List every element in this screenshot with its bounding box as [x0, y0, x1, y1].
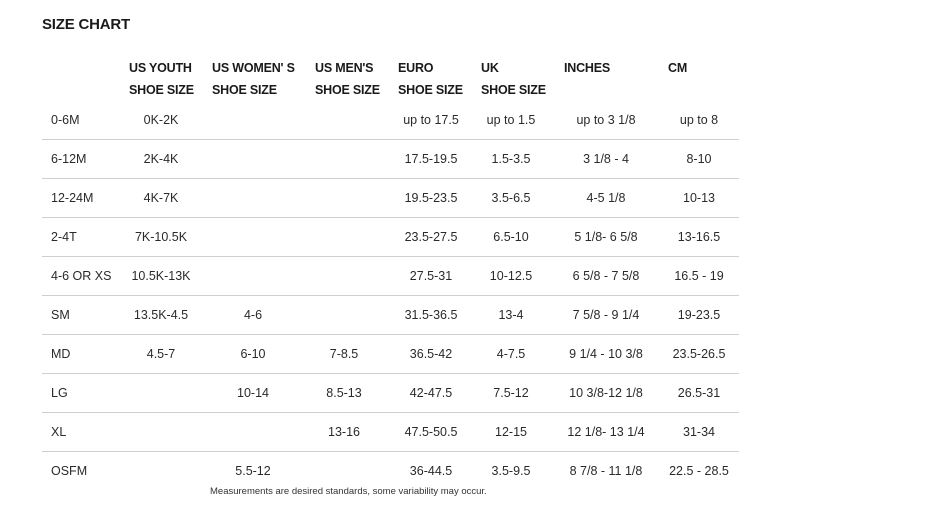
cell-inches: 12 1/8- 13 1/4 — [567, 425, 645, 439]
cell-size: 12-24M — [51, 191, 94, 205]
cell-cm: 26.5-31 — [677, 386, 721, 400]
cell-uk: 10-12.5 — [489, 269, 533, 283]
cell-us-men: 8.5-13 — [326, 386, 362, 400]
cell-size: OSFM — [51, 464, 88, 478]
cell-us-youth: 7K-10.5K — [134, 230, 188, 244]
table-row — [42, 257, 739, 296]
column-header-line2: SHOE SIZE — [212, 83, 277, 97]
cell-us-men: 13-16 — [328, 425, 360, 439]
cell-uk: 3.5-9.5 — [491, 464, 531, 478]
table-row — [42, 374, 739, 413]
cell-inches: 9 1/4 - 10 3/8 — [569, 347, 643, 361]
cell-size: 2-4T — [51, 230, 77, 244]
cell-inches: 6 5/8 - 7 5/8 — [572, 269, 640, 283]
cell-size: 6-12M — [51, 152, 87, 166]
cell-us-men — [304, 101, 384, 139]
cell-cm: 23.5-26.5 — [672, 347, 726, 361]
column-header-line1: CM — [668, 61, 688, 75]
column-header-line1: INCHES — [564, 61, 611, 75]
column-header-uk — [481, 57, 546, 101]
cell-euro: 31.5-36.5 — [404, 308, 458, 322]
cell-uk: 4-7.5 — [496, 347, 526, 361]
cell-us-men — [304, 257, 384, 295]
cell-cm: up to 8 — [679, 113, 719, 127]
cell-cm: 16.5 - 19 — [674, 269, 724, 283]
cell-us-youth: 4.5-7 — [146, 347, 176, 361]
cell-us-women: 4-6 — [243, 308, 263, 322]
column-header-line1: US WOMEN' S — [212, 61, 295, 75]
cell-us-men — [304, 140, 384, 178]
cell-uk: 7.5-12 — [493, 386, 529, 400]
column-header-line1: US YOUTH — [129, 61, 192, 75]
column-header-euro — [398, 57, 463, 101]
table-row — [42, 296, 739, 335]
cell-us-women: 6-10 — [240, 347, 266, 361]
table-row — [42, 218, 739, 257]
cell-us-youth: 0K-2K — [143, 113, 179, 127]
column-header-us-men — [315, 57, 380, 101]
cell-us-men: 7-8.5 — [329, 347, 359, 361]
cell-cm: 22.5 - 28.5 — [669, 464, 729, 478]
page-title: SIZE CHART — [42, 16, 131, 33]
cell-us-men — [304, 296, 384, 334]
column-header-us-youth — [129, 57, 194, 101]
cell-us-men — [304, 218, 384, 256]
cell-us-youth: 2K-4K — [143, 152, 179, 166]
table-row — [42, 452, 739, 490]
cell-inches: 5 1/8- 6 5/8 — [574, 230, 638, 244]
cell-cm: 31-34 — [683, 425, 715, 439]
cell-us-women — [213, 101, 293, 139]
cell-us-women — [213, 257, 293, 295]
cell-us-youth: 4K-7K — [143, 191, 179, 205]
footnote: Measurements are desired standards, some variability may occur. — [210, 486, 487, 497]
cell-cm: 8-10 — [686, 152, 712, 166]
column-header-us-women — [212, 57, 295, 101]
table-row — [42, 140, 739, 179]
cell-euro: 23.5-27.5 — [404, 230, 458, 244]
cell-us-women — [213, 140, 293, 178]
cell-size: MD — [51, 347, 71, 361]
column-header-line1: US MEN'S — [315, 61, 374, 75]
cell-us-youth — [121, 413, 201, 451]
cell-euro: 47.5-50.5 — [404, 425, 458, 439]
cell-cm: 13-16.5 — [677, 230, 721, 244]
column-header-line2: SHOE SIZE — [481, 83, 546, 97]
cell-uk: 13-4 — [498, 308, 524, 322]
cell-size: 0-6M — [51, 113, 80, 127]
table-row — [42, 335, 739, 374]
cell-euro: 36.5-42 — [409, 347, 453, 361]
cell-us-youth — [121, 452, 201, 490]
column-header-line1: EURO — [398, 61, 434, 75]
cell-uk: 3.5-6.5 — [491, 191, 531, 205]
cell-us-youth — [121, 374, 201, 412]
table-row — [42, 413, 739, 452]
cell-euro: 17.5-19.5 — [404, 152, 458, 166]
column-header-line2: SHOE SIZE — [129, 83, 194, 97]
cell-uk: 1.5-3.5 — [491, 152, 531, 166]
cell-us-women: 10-14 — [237, 386, 269, 400]
cell-us-women — [213, 179, 293, 217]
cell-euro: 42-47.5 — [409, 386, 453, 400]
cell-inches: 8 7/8 - 11 1/8 — [569, 464, 643, 478]
column-header-line2: SHOE SIZE — [398, 83, 463, 97]
cell-size: 4-6 OR XS — [51, 269, 112, 283]
cell-us-women — [213, 218, 293, 256]
cell-size: XL — [51, 425, 67, 439]
cell-us-youth: 10.5K-13K — [131, 269, 191, 283]
column-header-line1: UK — [481, 61, 499, 75]
cell-inches: 4-5 1/8 — [586, 191, 626, 205]
cell-inches: up to 3 1/8 — [576, 113, 636, 127]
column-header-cm — [668, 57, 687, 79]
cell-us-youth: 13.5K-4.5 — [133, 308, 189, 322]
cell-cm: 10-13 — [683, 191, 715, 205]
cell-size: LG — [51, 386, 68, 400]
table-row — [42, 179, 739, 218]
cell-euro: 27.5-31 — [409, 269, 453, 283]
cell-size: SM — [51, 308, 70, 322]
cell-us-women — [213, 413, 293, 451]
cell-uk: up to 1.5 — [486, 113, 536, 127]
cell-euro: 36-44.5 — [409, 464, 453, 478]
cell-cm: 19-23.5 — [677, 308, 721, 322]
column-header-inches — [564, 57, 610, 79]
cell-us-men — [304, 452, 384, 490]
column-header-line2: SHOE SIZE — [315, 83, 380, 97]
cell-us-men — [304, 179, 384, 217]
cell-inches: 3 1/8 - 4 — [583, 152, 629, 166]
cell-inches: 7 5/8 - 9 1/4 — [572, 308, 640, 322]
cell-inches: 10 3/8-12 1/8 — [569, 386, 643, 400]
cell-euro: 19.5-23.5 — [404, 191, 458, 205]
cell-uk: 12-15 — [495, 425, 527, 439]
table-row — [42, 101, 739, 140]
cell-uk: 6.5-10 — [493, 230, 529, 244]
cell-us-women: 5.5-12 — [235, 464, 271, 478]
cell-euro: up to 17.5 — [403, 113, 459, 127]
